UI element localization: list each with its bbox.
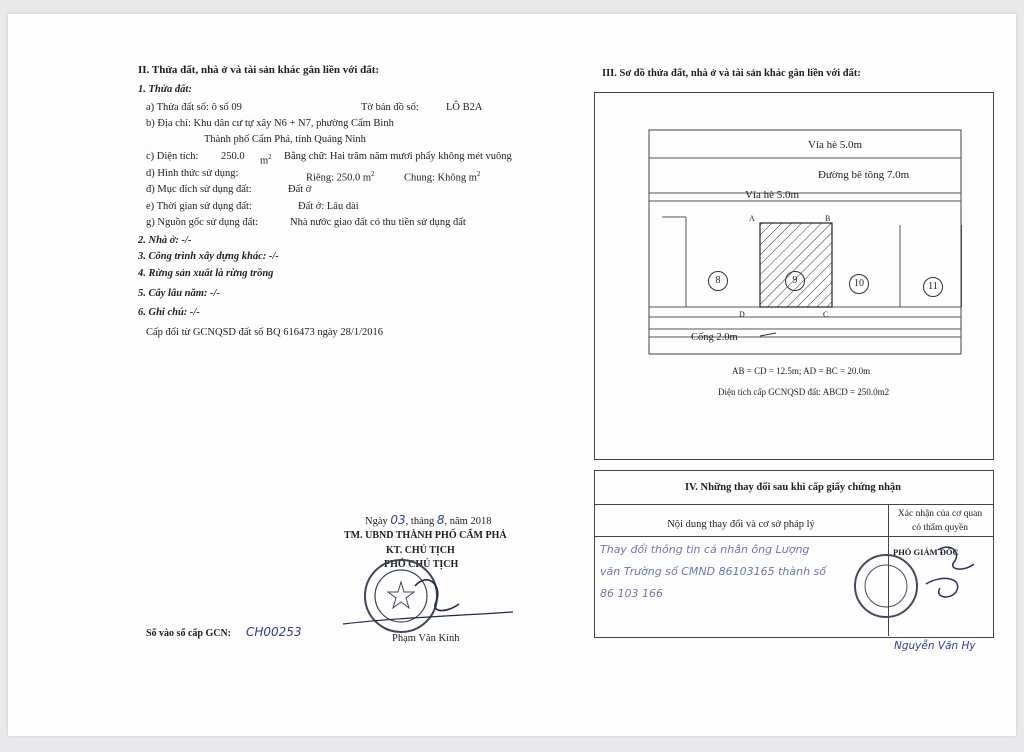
lot-number-11: 11 [928, 281, 938, 292]
issue-date: Ngày 03, tháng 8, năm 2018 [365, 513, 492, 527]
section-other-works: 3. Công trình xây dựng khác: -/- [138, 251, 279, 262]
register-label: Số vào sổ cấp GCN: [146, 628, 232, 639]
map-sheet-value: LÔ B2A [446, 102, 483, 113]
usage-term-value: Đất ở: Lâu dài [298, 201, 359, 212]
area-in-words: Bằng chữ: Hai trăm năm mươi phẩy không mét vuông [284, 151, 512, 162]
column-header-confirm-2: có thẩm quyền [912, 523, 968, 533]
section-house: 2. Nhà ở: -/- [138, 235, 192, 246]
change-entry-line-1: Thay đổi thông tin cá nhân ông Lượng [600, 543, 810, 556]
area-unit: $m^2$ [260, 153, 272, 167]
usage-form-label: d) Hình thức sử dụng: [146, 168, 239, 179]
origin-value: Nhà nước giao đất có thu tiền sử dụng đất [290, 217, 466, 228]
change-entry-line-2: văn Trường số CMND 86103165 thành số [600, 565, 826, 578]
reissue-note: Cấp đổi từ GCNQSD đất số BQ 616473 ngày 28/1/2016 [146, 327, 383, 338]
section-3-heading: III. Sơ đồ thửa đất, nhà ở và tài sản khác gắn liền với đất: [602, 68, 861, 79]
change-entry-line-3: 86 103 166 [600, 587, 663, 600]
parcel-number: a) Thửa đất số: ô số 09 [146, 102, 242, 113]
section-forest: 4. Rừng sản xuất là rừng trồng [138, 268, 274, 279]
road-concrete: Đường bê tông 7.0m [818, 169, 910, 181]
address-line-2: Thành phố Cẩm Phả, tỉnh Quảng Ninh [204, 134, 366, 145]
point-a-label: A [749, 214, 755, 223]
usage-form-common: Chung: Không $m^2$ [404, 170, 481, 184]
column-header-confirm-1: Xác nhận của cơ quan [897, 509, 983, 519]
usage-purpose-value: Đất ở [288, 184, 312, 195]
lot-number-8: 8 [715, 275, 721, 286]
table-divider-header [595, 536, 993, 537]
usage-term-label: e) Thời gian sử dụng đất: [146, 201, 252, 212]
usage-form-private: Riêng: 250.0 $m^2$ [306, 170, 375, 184]
point-c-label: C [823, 310, 829, 319]
road-sidewalk-top: Vỉa hè 5.0m [808, 139, 863, 151]
section-notes: 6. Ghi chú: -/- [138, 307, 200, 318]
area-label: c) Diện tích: [146, 151, 199, 162]
dimensions-note: AB = CD = 12.5m; AD = BC = 20.0m [732, 366, 871, 376]
section-2-heading: II. Thửa đất, nhà ở và tài sản khác gắn liền với đất: [138, 64, 380, 76]
signer-organization: TM. UBND THÀNH PHỐ CẨM PHẢ [344, 530, 507, 541]
signer-kt: KT. CHỦ TỊCH [386, 545, 455, 556]
confirm-stamp-title: PHÓ GIÁM ĐỐC [893, 547, 959, 557]
signer-role: PHÓ CHỦ TỊCH [384, 559, 459, 570]
area-value: 250.0 [221, 151, 245, 162]
site-plan-diagram [648, 129, 962, 355]
point-d-label: D [739, 310, 745, 319]
section-1-title: 1. Thửa đất: [138, 84, 192, 95]
road-sidewalk-middle: Vỉa hè 5.0m [745, 189, 800, 201]
signer-name: Phạm Văn Kính [392, 633, 460, 644]
register-number: CH00253 [246, 625, 302, 639]
map-sheet-label: Tờ bản đồ số: [361, 102, 419, 113]
table-divider-top [595, 504, 993, 505]
column-header-content: Nội dung thay đổi và cơ sở pháp lý [667, 519, 815, 530]
usage-purpose-label: đ) Mục đích sử dụng đất: [146, 184, 252, 195]
confirm-signer-name: Nguyễn Văn Hy [894, 640, 976, 652]
section-perennial: 5. Cây lâu năm: -/- [138, 288, 220, 299]
drain-label: Cống 2.0m [691, 332, 738, 343]
address-line-1: b) Địa chỉ: Khu dân cư tự xây N6 + N7, phường Cẩm Bình [146, 118, 394, 129]
section-4-heading: IV. Những thay đổi sau khi cấp giấy chứng nhận [684, 482, 902, 493]
origin-label: g) Nguồn gốc sử dụng đất: [146, 217, 259, 228]
lot-number-9: 9 [792, 275, 798, 286]
certificate-sheet [8, 14, 1016, 736]
point-b-label: B [825, 214, 831, 223]
lot-number-10: 10 [854, 278, 864, 289]
area-note: Diện tích cấp GCNQSD đất: ABCD = 250.0m2 [718, 387, 890, 397]
